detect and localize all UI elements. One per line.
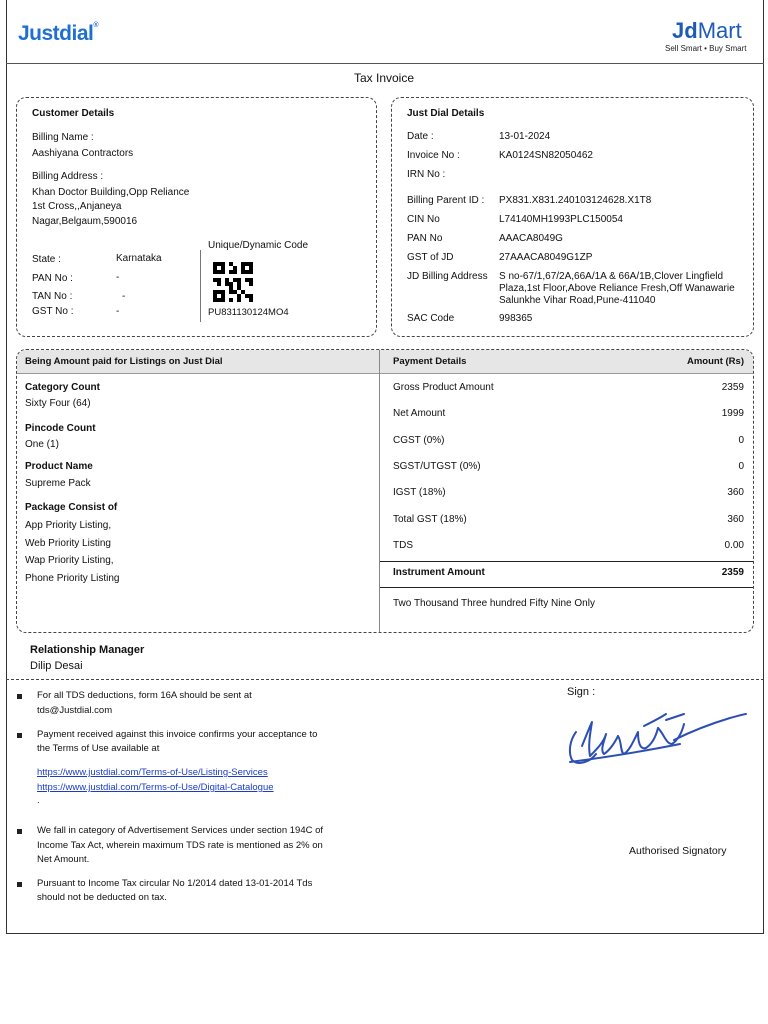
jd-billing-parent-label: Billing Parent ID : xyxy=(407,195,485,206)
header-divider xyxy=(6,63,764,64)
notes-divider xyxy=(6,679,764,680)
jd-address-line-3: Salunkhe Vihar Road,Pune-411040 xyxy=(499,295,656,306)
qr-divider xyxy=(200,250,201,322)
package-item: App Priority Listing, xyxy=(25,520,112,531)
note-tds-line-1: For all TDS deductions, form 16A should be sent at xyxy=(37,690,252,701)
billing-name-label: Billing Name : xyxy=(32,132,94,143)
jdmart-logo-jd: Jd xyxy=(672,18,698,43)
payment-row-value: 0 xyxy=(738,435,744,446)
note-194c-line-2: Income Tax Act, wherein maximum TDS rate is mentioned as 2% on xyxy=(37,840,323,851)
jd-address-line-1: S no-67/1,67/2A,66A/1A & 66A/1B,Clover Lingfield xyxy=(499,271,724,282)
note-tds-line-2: tds@Justdial.com xyxy=(37,705,113,716)
payment-row-value: 2359 xyxy=(721,382,744,393)
payment-row-value: 1999 xyxy=(721,408,744,419)
amount-heading: Amount (Rs) xyxy=(687,356,744,367)
payment-box xyxy=(16,349,754,633)
bullet-icon xyxy=(17,829,22,834)
note-194c-line-3: Net Amount. xyxy=(37,854,90,865)
authorised-signatory: Authorised Signatory xyxy=(629,845,727,857)
billing-address-line-1: Khan Doctor Building,Opp Reliance xyxy=(32,187,190,198)
note-terms-dot: . xyxy=(37,795,40,806)
gst-label: GST No : xyxy=(32,306,74,317)
bullet-icon xyxy=(17,882,22,887)
jd-sac-label: SAC Code xyxy=(407,313,455,324)
category-count-label: Category Count xyxy=(25,382,100,393)
jd-irn-label: IRN No : xyxy=(407,169,446,180)
jd-invoice-label: Invoice No : xyxy=(407,150,460,161)
jd-pan-label: PAN No xyxy=(407,233,443,244)
payment-row-label: Gross Product Amount xyxy=(393,382,494,393)
billing-address-line-2: 1st Cross,,Anjaneya xyxy=(32,201,122,212)
note-terms-line-2: the Terms of Use available at xyxy=(37,743,160,754)
category-count-value: Sixty Four (64) xyxy=(25,398,91,409)
payment-row-value: 360 xyxy=(727,487,744,498)
payment-column-divider xyxy=(379,350,380,632)
payment-row-value: 0 xyxy=(738,461,744,472)
payment-row-label: Net Amount xyxy=(393,408,446,419)
justdial-logo-text: Justdial xyxy=(18,22,94,45)
jd-address-label: JD Billing Address xyxy=(407,271,488,282)
state-value: Karnataka xyxy=(116,253,162,264)
justdial-details-heading: Just Dial Details xyxy=(407,108,485,119)
product-name-label: Product Name xyxy=(25,461,93,472)
instrument-amount-value: 2359 xyxy=(721,567,744,578)
package-label: Package Consist of xyxy=(25,502,118,513)
payment-details-heading: Payment Details xyxy=(393,356,467,367)
payment-row-value: 0.00 xyxy=(724,540,744,551)
relationship-manager-name: Dilip Desai xyxy=(30,660,83,672)
jd-billing-parent-value: PX831.X831.240103124628.X1T8 xyxy=(499,195,652,206)
jd-date-label: Date : xyxy=(407,131,434,142)
instrument-bottom-rule xyxy=(380,587,753,588)
jd-date-value: 13-01-2024 xyxy=(499,131,551,142)
tan-value: - xyxy=(122,291,126,302)
pincode-count-label: Pincode Count xyxy=(25,423,96,434)
payment-row-label: CGST (0%) xyxy=(393,435,445,446)
jd-gst-value: 27AAACA8049G1ZP xyxy=(499,252,593,263)
payment-row-label: Total GST (18%) xyxy=(393,514,467,525)
pincode-count-value: One (1) xyxy=(25,439,59,450)
jd-cin-value: L74140MH1993PLC150054 xyxy=(499,214,623,225)
jd-pan-value: AAACA8049G xyxy=(499,233,563,244)
gst-value: - xyxy=(116,306,120,317)
jdmart-tagline: Sell Smart • Buy Smart xyxy=(665,44,747,53)
package-item: Wap Priority Listing, xyxy=(25,555,114,566)
payment-row-label: IGST (18%) xyxy=(393,487,446,498)
billing-address-line-3: Nagar,Belgaum,590016 xyxy=(32,216,138,227)
note-194c-line-1: We fall in category of Advertisement Services under section 194C of xyxy=(37,825,324,836)
signature-image xyxy=(560,700,760,770)
jd-cin-label: CIN No xyxy=(407,214,440,225)
customer-details-heading: Customer Details xyxy=(32,108,115,119)
jd-invoice-value: KA0124SN82050462 xyxy=(499,150,593,161)
qr-code-label: Unique/Dynamic Code xyxy=(208,240,309,251)
sign-label: Sign : xyxy=(567,686,596,698)
pan-value: - xyxy=(116,272,120,283)
note-terms-line-1: Payment received against this invoice confirms your acceptance to xyxy=(37,729,318,740)
note-circular-line-2: should not be deducted on tax. xyxy=(37,892,167,903)
note-circular-line-1: Pursuant to Income Tax circular No 1/2014 dated 13-01-2014 Tds xyxy=(37,878,313,889)
terms-listing-services-link[interactable]: https://www.justdial.com/Terms-of-Use/Listing-Services xyxy=(37,767,268,778)
jdmart-logo-mart: Mart xyxy=(697,18,742,43)
amount-in-words: Two Thousand Three hundred Fifty Nine Only xyxy=(393,598,595,609)
product-name-value: Supreme Pack xyxy=(25,478,91,489)
qr-code-value: PU831130124MO4 xyxy=(208,307,289,318)
payment-row-value: 360 xyxy=(727,514,744,525)
state-label: State : xyxy=(32,254,61,265)
terms-digital-catalogue-link[interactable]: https://www.justdial.com/Terms-of-Use/Digital-Catalogue xyxy=(37,782,274,793)
instrument-top-rule xyxy=(380,561,753,562)
instrument-amount-label: Instrument Amount xyxy=(393,567,485,578)
jd-address-line-2: Plaza,1st Floor,Above Reliance Fresh,Off Wanawarie xyxy=(499,283,735,294)
payment-row-label: TDS xyxy=(393,540,413,551)
jd-gst-label: GST of JD xyxy=(407,252,454,263)
justdial-logo: Justdial® xyxy=(18,22,99,45)
bullet-icon xyxy=(17,694,22,699)
payment-row-label: SGST/UTGST (0%) xyxy=(393,461,481,472)
package-item: Phone Priority Listing xyxy=(25,573,120,584)
jd-sac-value: 998365 xyxy=(499,313,533,324)
relationship-manager-heading: Relationship Manager xyxy=(30,644,145,656)
billing-name: Aashiyana Contractors xyxy=(32,148,134,159)
invoice-title: Tax Invoice xyxy=(353,71,415,85)
pan-label: PAN No : xyxy=(32,273,73,284)
package-item: Web Priority Listing xyxy=(25,538,111,549)
listing-heading: Being Amount paid for Listings on Just Dial xyxy=(25,356,223,367)
bullet-icon xyxy=(17,733,22,738)
billing-address-label: Billing Address : xyxy=(32,171,104,182)
tan-label: TAN No : xyxy=(32,291,73,302)
qr-code-icon xyxy=(213,262,253,302)
